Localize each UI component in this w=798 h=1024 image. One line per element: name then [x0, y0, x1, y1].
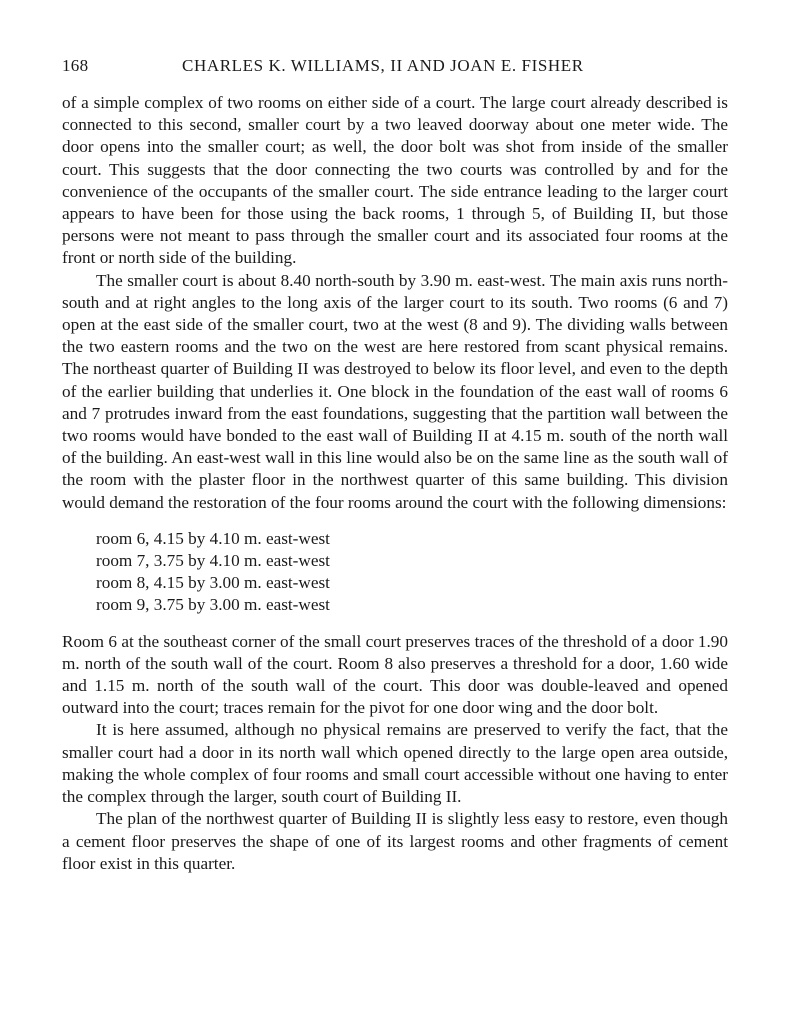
paragraph-4: It is here assumed, although no physical remains are preserved to verify the fact, that the smaller court had a door in its north wall which opened directly to the large open area outside, making the whole complex of four rooms and small court accessible without one having to enter the complex through the larger, south court of Building II. [62, 720, 728, 807]
room-dimension-item: room 9, 3.75 by 3.00 m. east-west [96, 595, 330, 615]
room-dimension-item: room 8, 4.15 by 3.00 m. east-west [96, 573, 330, 593]
paragraph-1: of a simple complex of two rooms on either side of a court. The large court already described is connected to this second, smaller court by a two leaved doorway about one meter wide. The door opens into the smaller court; as well, the door bolt was shot from inside of the smaller court. This suggests that the door connecting the two courts was controlled by and for the convenience of the occupants of the smaller court. The side entrance leading to the larger court appears to have been for those using the back rooms, 1 through 5, of Building II, but those persons were not meant to pass through the smaller court and its associated four rooms at the front or north side of the building. [62, 93, 728, 268]
paragraph-3: Room 6 at the southeast corner of the small court preserves traces of the threshold of a door 1.90 m. north of the south wall of the court. Room 8 also preserves a threshold for a door, 1.60 wide and 1.15 m. north of the south wall of the court. This door was double-leaved and opened outward into the court; traces remain for the pivot for one door wing and the door bolt. [62, 631, 728, 718]
running-head-authors: CHARLES K. WILLIAMS, II AND JOAN E. FISHER [182, 56, 584, 75]
paragraph-2: The smaller court is about 8.40 north-south by 3.90 m. east-west. The main axis runs north-south and at right angles to the long axis of the larger court to its south. Two rooms (6 and 7) open at the east side of the smaller court, two at the west (8 and 9). The dividing walls between the two eastern rooms and the two on the west are here restored from scant physical remains. The northeast quarter of Building II was destroyed to below its floor level, and even to the depth of the earlier building that underlies it. One block in the foundation of the east wall of rooms 6 and 7 protrudes inward from the east foundations, suggesting that the partition wall between the two rooms would have bonded to the east wall of Building II at 4.15 m. south of the north wall of the building. An east-west wall in this line would also be on the same line as the south wall of the room with the plaster floor in the northwest quarter of this same building. This division would demand the restoration of the four rooms around the court with the following dimensions: [62, 270, 728, 512]
body-text [62, 92, 728, 875]
room-dimensions-list [96, 528, 728, 617]
page [62, 52, 728, 875]
page-number: 168 [62, 56, 89, 75]
paragraph-5: The plan of the northwest quarter of Building II is slightly less easy to restore, even though a cement floor preserves the shape of one of its largest rooms and other fragments of cement floor exist in this quarter. [62, 809, 728, 873]
room-dimension-item: room 6, 4.15 by 4.10 m. east-west [96, 528, 330, 548]
room-dimension-item: room 7, 3.75 by 4.10 m. east-west [96, 551, 330, 571]
running-head [62, 52, 728, 80]
